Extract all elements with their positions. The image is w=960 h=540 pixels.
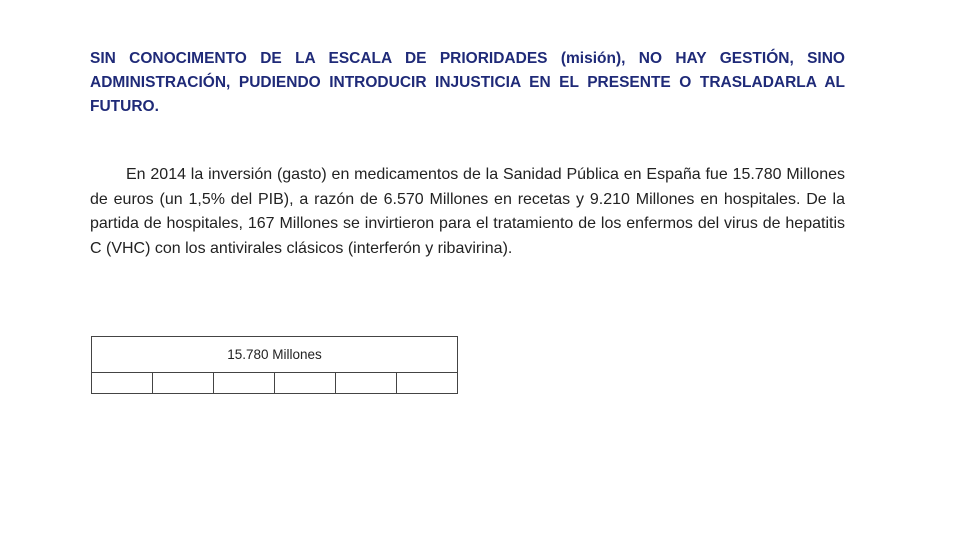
segment-cell-3 xyxy=(214,373,275,394)
slide-heading: SIN CONOCIMENTO DE LA ESCALA DE PRIORIDADES (misión), NO HAY GESTIÓN, SINO ADMINISTRACIÓN, PUDIENDO INTRODUCIR INJUSTICIA EN EL PRESENTE O TRASLADARLA AL FUTURO. xyxy=(90,50,845,115)
segment-cell-5 xyxy=(336,373,397,394)
total-budget-cell: 15.780 Millones xyxy=(92,337,458,373)
segment-cell-4 xyxy=(275,373,336,394)
body-paragraph: En 2014 la inversión (gasto) en medicamentos de la Sanidad Pública en España fue 15.780 Millones de euros (un 1,5% del PIB), a razón de 6.570 Millones en recetas y 9.210 Millones en hospitales. De la partida de hospitales, 167 Millones se invirtieron para el tratamiento de los enfermos del virus de hepatitis C (VHC) con los antivirales clásicos (interferón y ribavirina). xyxy=(90,166,845,257)
budget-table xyxy=(91,336,458,394)
table-segment-row xyxy=(92,373,458,394)
table-header-row xyxy=(92,337,458,373)
segment-cell-2 xyxy=(153,373,214,394)
segment-cell-1 xyxy=(92,373,153,394)
segment-cell-6 xyxy=(397,373,458,394)
